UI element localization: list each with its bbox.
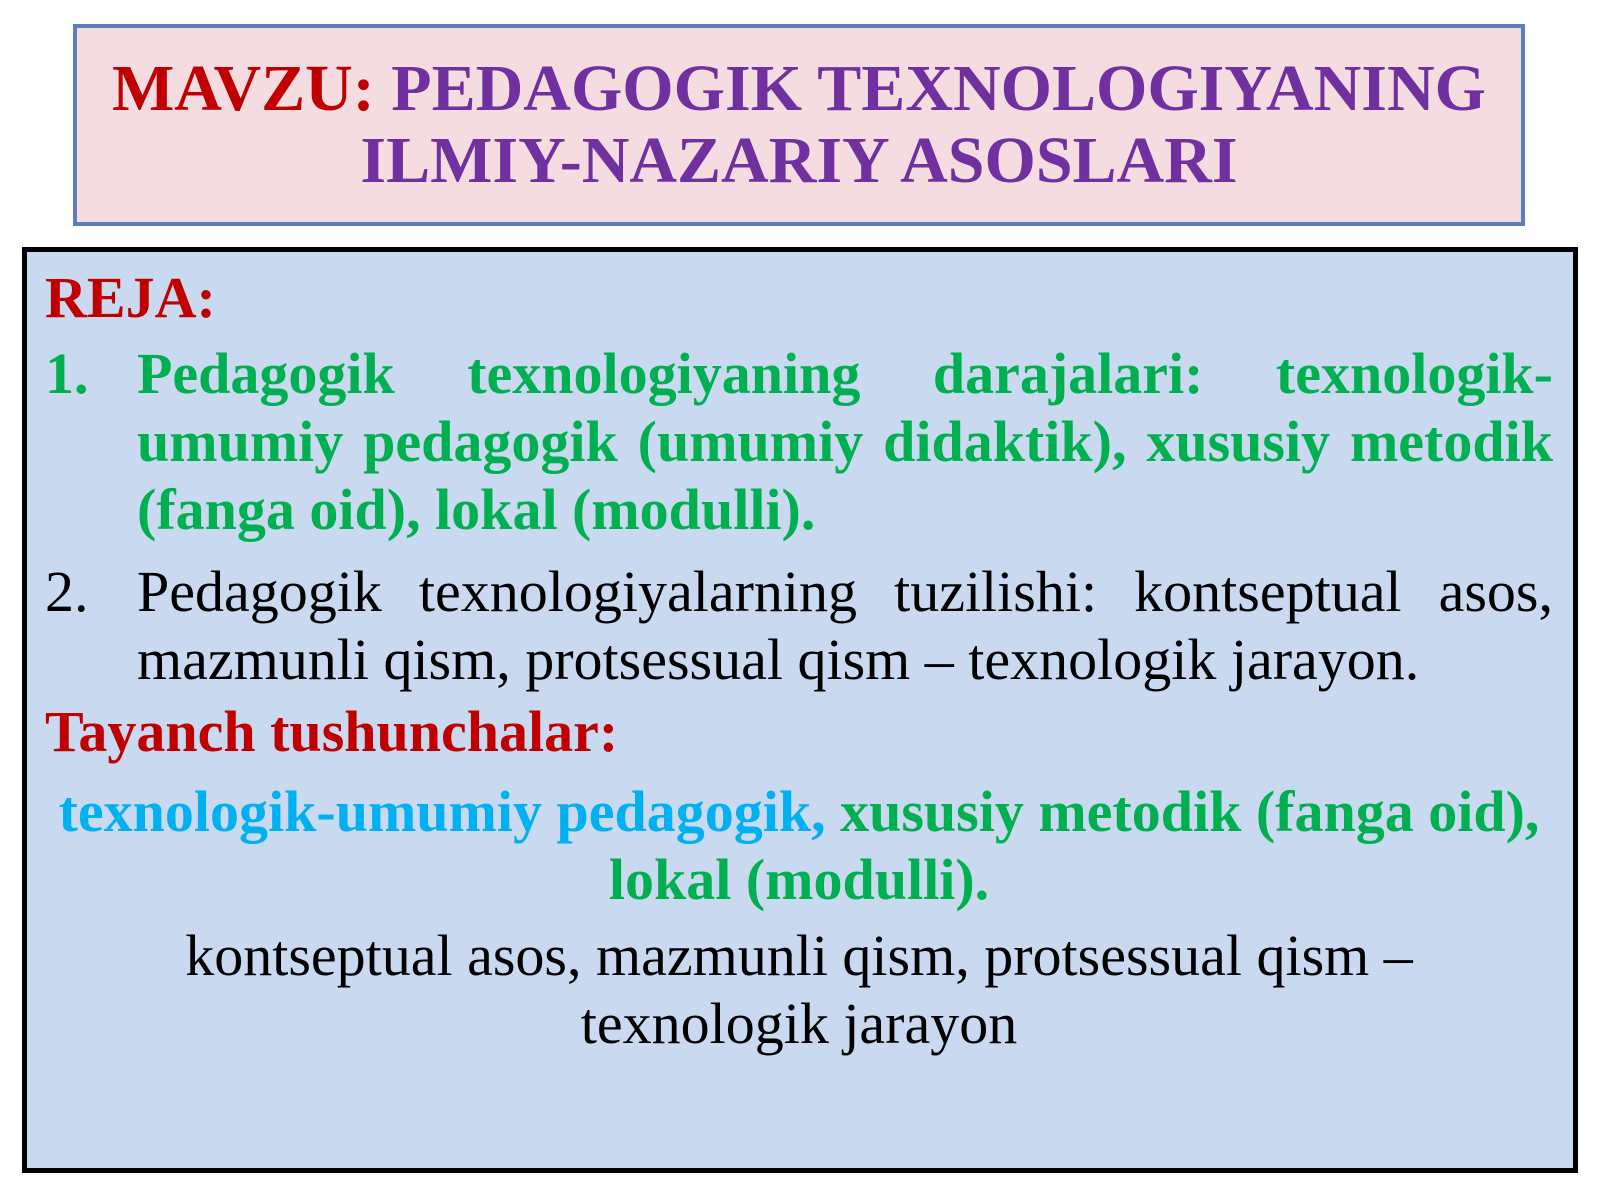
- key-concepts-heading: Tayanch tushunchalar:: [45, 699, 619, 764]
- plan-item-number: 2.: [45, 559, 89, 624]
- plan-item-text: Pedagogik texnologiyalarning tuzilishi: kontseptual asos, mazmunli qism, protsessual qism – texnologik jarayon.: [137, 559, 1553, 692]
- content-box: [22, 247, 1578, 1173]
- plan-item-1: [45, 340, 1553, 544]
- key-concept-general: texnologik-umumiy pedagogik,: [58, 779, 826, 844]
- plan-item-number: 1.: [45, 341, 89, 406]
- plan-item-2: [45, 558, 1553, 694]
- title-line-1: [112, 53, 1486, 125]
- key-concepts-structure: kontseptual asos, mazmunli qism, protsessual qism – texnologik jarayon: [185, 923, 1413, 1056]
- title-text-line-1: PEDAGOGIK TEXNOLOGIYANING: [391, 52, 1486, 125]
- title-box: [73, 24, 1525, 226]
- key-concepts-levels: [45, 778, 1553, 914]
- plan-heading: REJA:: [45, 265, 216, 330]
- plan-item-text: Pedagogik texnologiyaning darajalari: texnologik-umumiy pedagogik (umumiy didaktik), xususiy metodik (fanga oid), lokal (modulli).: [137, 341, 1553, 542]
- title-prefix: MAVZU:: [112, 52, 375, 125]
- title-text-line-2: ILMIY-NAZARIY ASOSLARI: [360, 124, 1238, 197]
- key-concept-specific: xususiy metodik (fanga oid), lokal (modulli).: [608, 779, 1540, 912]
